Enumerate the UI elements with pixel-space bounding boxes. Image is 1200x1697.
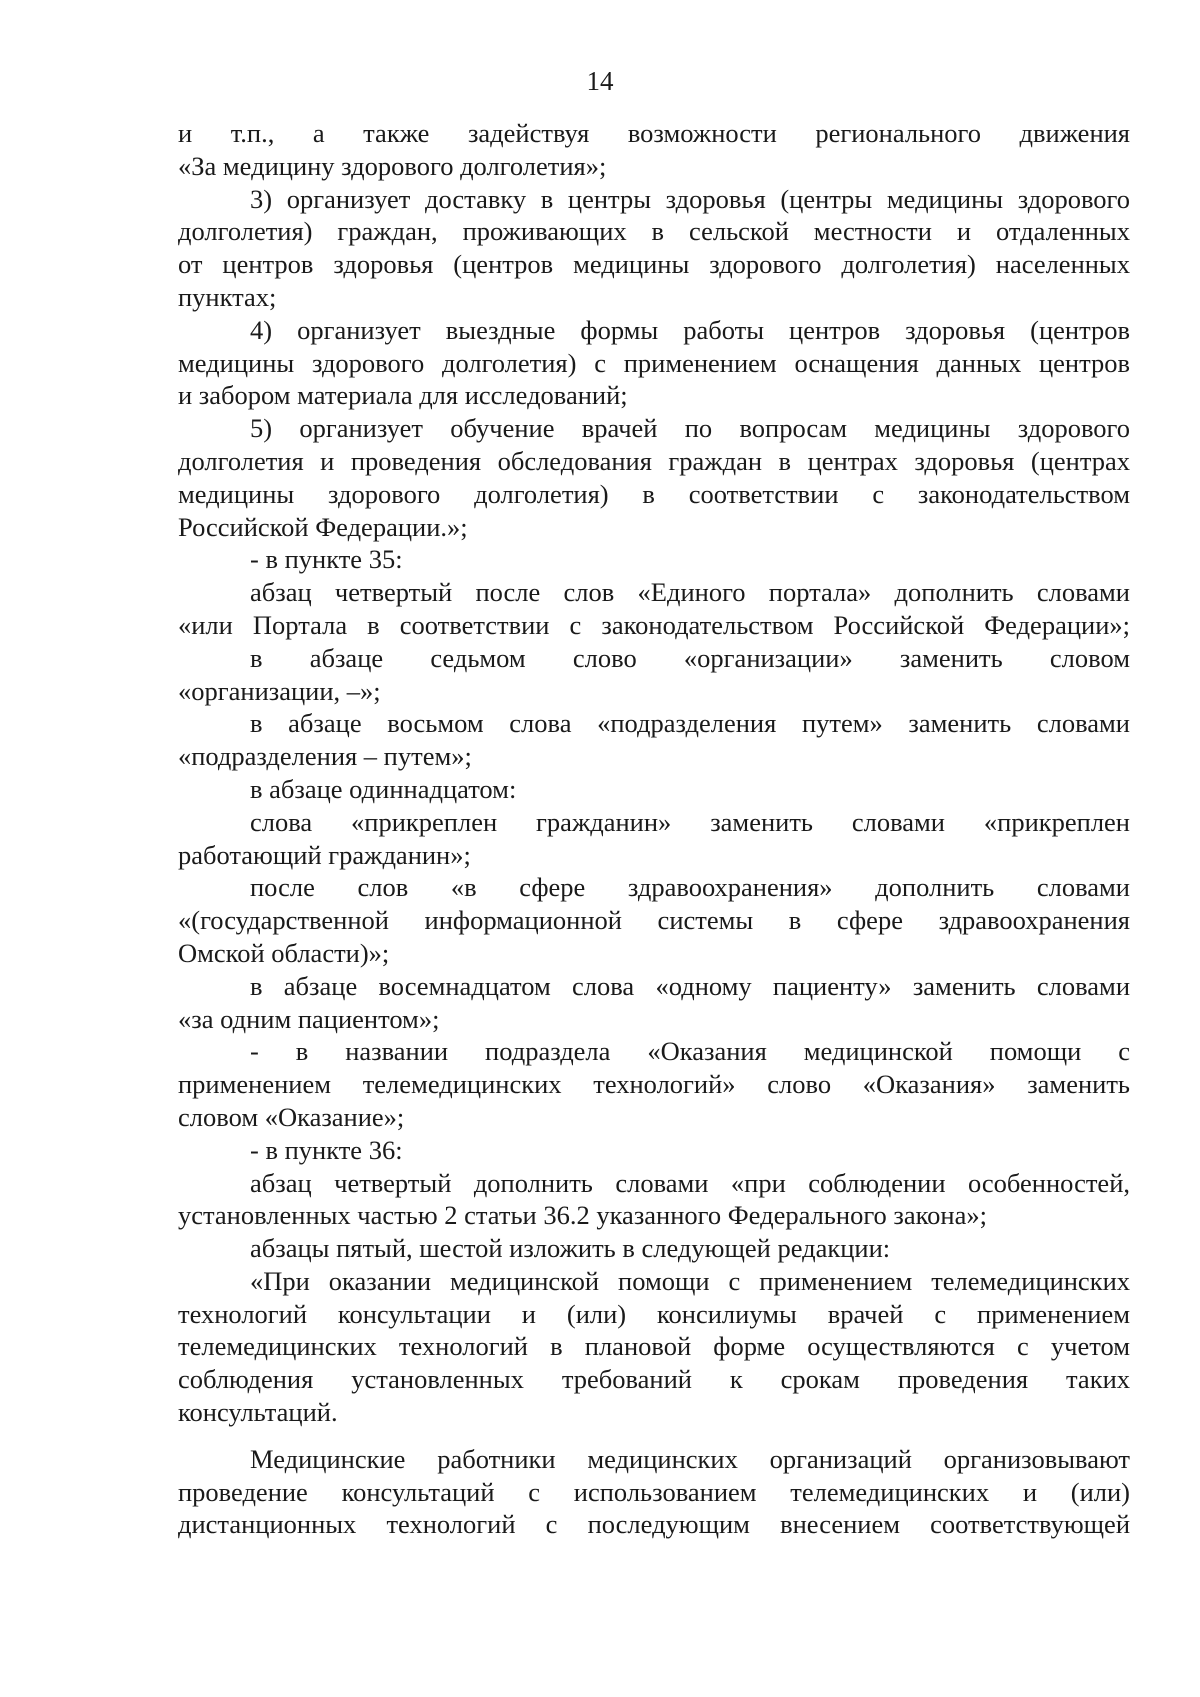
text-line: от центров здоровья (центров медицины здорового долголетия) населенных [178, 249, 1130, 280]
text-line: в абзаце одиннадцатом: [250, 773, 517, 804]
text-line: в абзаце восьмом слова «подразделения путем» заменить словами [250, 708, 1130, 739]
text-line: 3) организует доставку в центры здоровья (центры медицины здорового [250, 183, 1130, 214]
text-line: технологий консультации и (или) консилиумы врачей с применением [178, 1298, 1130, 1329]
text-line: консультаций. [178, 1397, 338, 1428]
text-line: работающий гражданин»; [178, 839, 471, 870]
text-line: проведение консультаций с использованием телемедицинских и (или) [178, 1476, 1130, 1507]
text-line: применением телемедицинских технологий» слово «Оказания» заменить [178, 1069, 1130, 1100]
text-line: «(государственной информационной системы в сфере здравоохранения [178, 905, 1130, 936]
text-line: в абзаце восемнадцатом слова «одному пациенту» заменить словами [250, 970, 1130, 1001]
text-line: абзац четвертый дополнить словами «при соблюдении особенностей, [250, 1167, 1130, 1198]
text-line: словом «Оказание»; [178, 1101, 405, 1132]
page-number: 14 [586, 66, 614, 96]
text-line: слова «прикреплен гражданин» заменить словами «прикреплен [250, 806, 1130, 837]
text-line: медицины здорового долголетия) с применением оснащения данных центров [178, 347, 1130, 378]
text-line: «За медицину здорового долголетия»; [178, 150, 607, 181]
text-line: долголетия) граждан, проживающих в сельской местности и отдаленных [178, 216, 1130, 247]
text-line: Российской Федерации.»; [178, 511, 468, 542]
text-line: 5) организует обучение врачей по вопросам медицины здорового [250, 413, 1130, 444]
text-line: абзацы пятый, шестой изложить в следующей редакции: [250, 1233, 891, 1264]
text-line: после слов «в сфере здравоохранения» дополнить словами [250, 872, 1130, 903]
text-line: абзац четвертый после слов «Единого портала» дополнить словами [250, 577, 1130, 608]
text-line: и забором материала для исследований; [178, 380, 628, 411]
text-line: 4) организует выездные формы работы центров здоровья (центров [250, 314, 1130, 345]
document-body [178, 117, 1130, 1541]
text-line: и т.п., а также задействуя возможности регионального движения [178, 118, 1130, 148]
text-line: «организации, –»; [178, 675, 381, 706]
text-line: телемедицинских технологий в плановой форме осуществляются с учетом [178, 1331, 1130, 1362]
text-line: соблюдения установленных требований к срокам проведения таких [178, 1364, 1130, 1395]
text-line: пунктах; [178, 281, 277, 312]
text-line: медицины здорового долголетия) в соответствии с законодательством [178, 478, 1130, 509]
text-line: Медицинские работники медицинских организаций организовывают [250, 1443, 1130, 1474]
text-line: установленных частью 2 статьи 36.2 указанного Федерального закона»; [178, 1200, 987, 1231]
text-line: «или Портала в соответствии с законодательством Российской Федерации»; [178, 609, 1130, 640]
text-line: Омской области)»; [178, 937, 390, 968]
text-line: - в пункте 36: [250, 1134, 403, 1165]
text-line: «за одним пациентом»; [178, 1003, 440, 1034]
text-line: «При оказании медицинской помощи с применением телемедицинских [250, 1265, 1130, 1296]
text-line: дистанционных технологий с последующим внесением соответствующей [178, 1509, 1130, 1540]
text-line: - в названии подраздела «Оказания медицинской помощи с [250, 1036, 1130, 1067]
text-line: в абзаце седьмом слово «организации» заменить словом [250, 642, 1130, 673]
text-line: - в пункте 35: [250, 544, 403, 575]
text-line: долголетия и проведения обследования граждан в центрах здоровья (центрах [178, 445, 1130, 476]
text-line: «подразделения – путем»; [178, 741, 472, 772]
